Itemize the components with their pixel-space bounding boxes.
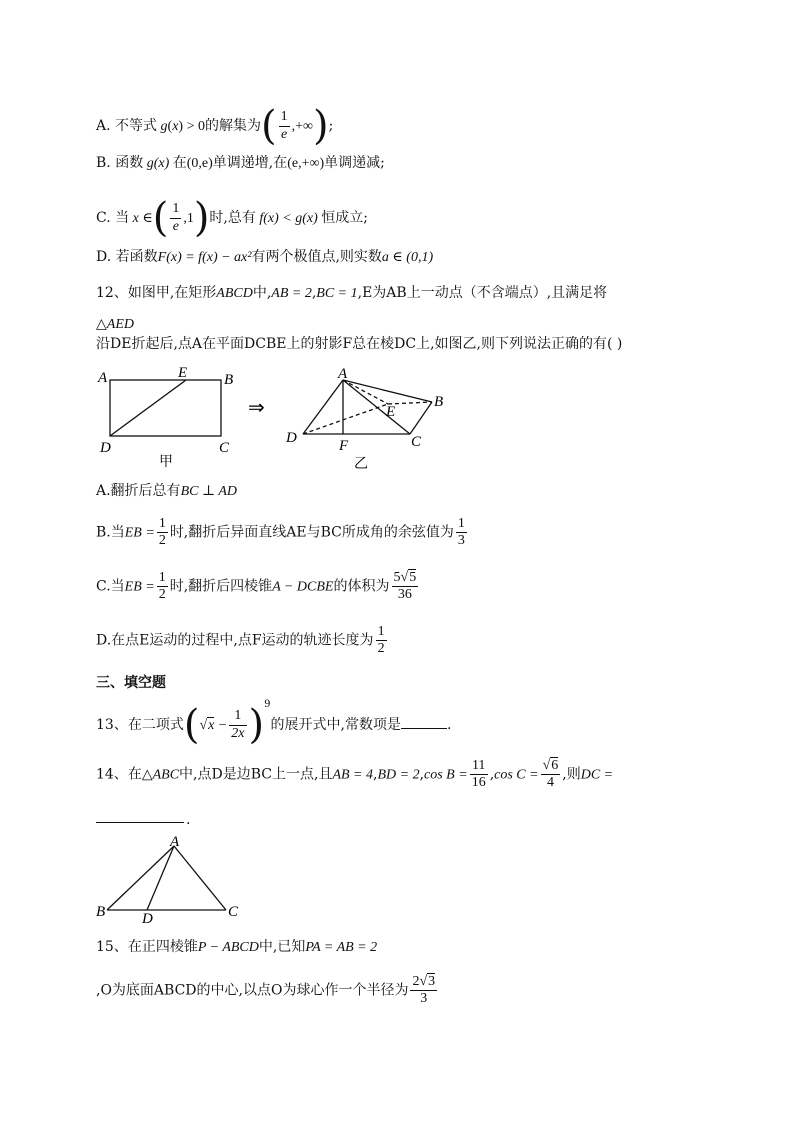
q13-answer-blank: [401, 716, 447, 729]
option-a: A. 不等式 g(x) > 0的解集为( $\frac{1}{e}$ ,+∞);: [96, 103, 334, 149]
svg-text:D: D: [142, 911, 153, 924]
option-b: B. 函数 g(x) 在(0,e)单调递增,在(e,+∞)单调递减;: [96, 155, 385, 171]
fig1-caption: 甲: [159, 454, 173, 470]
q12-line3: 沿DE折起后,点A在平面DCBE上的射影F总在棱DC上,如图乙,则下列说法正确的有( ): [96, 336, 623, 352]
q15-line2: ,O为底面ABCD的中心,以点O为球心作一个半径为 $\frac{2√3}{3}$: [96, 974, 436, 1007]
fig1-label-b: B: [224, 372, 234, 388]
option-a-frac: $\frac{1}{e}$: [280, 109, 288, 142]
option-a-mid: 的解集为: [204, 118, 261, 134]
q12-triangle: △AED: [96, 317, 134, 332]
svg-text:A: A: [170, 834, 180, 850]
q15-line1: 15、在正四棱锥P − ABCD中,已知PA = AB = 2: [96, 939, 378, 955]
fig2-label-b: B: [434, 394, 444, 410]
fig1-label-a: A: [98, 370, 108, 386]
q14: 14、在△ABC中,点D是边BC上一点,且AB = 4,BD = 2,cos B = $\frac{11}{16}$ ,cos C = $\frac{√6}{4}$ ,则DC =: [96, 758, 614, 791]
q14-triangle-figure: [92, 834, 252, 924]
fig2-label-d: D: [286, 430, 297, 446]
option-a-label: A. 不等式: [96, 118, 158, 134]
fig2-label-f: F: [339, 438, 349, 454]
fig2-label-a: A: [338, 366, 348, 382]
q12-line1: 12、如图甲,在矩形ABCD中,AB = 2,BC = 1,E为AB上一动点（不含端点）,且满足将: [96, 285, 608, 301]
q13: 13、在二项式(√x − $\frac{1}{2x}$ )$^9$的展开式中,常数项是 .: [96, 699, 452, 748]
q12-option-d: D.在点E运动的过程中,点F运动的轨迹长度为 $\frac{1}{2}$: [96, 624, 385, 657]
fig2-pyramid: [303, 380, 432, 434]
fig2-label-e: E: [386, 404, 396, 420]
option-d: D. 若函数F(x) = f(x) − ax²有两个极值点,则实数a ∈ (0,1): [96, 249, 434, 265]
fig1-segment-de: [110, 380, 186, 436]
q14-answer-blank: [96, 822, 184, 823]
option-c: C. 当 x ∈( $\frac{1}{e}$ ,1)时,总有 f(x) < g(x) 恒成立;: [96, 195, 369, 241]
fig1-rectangle: [110, 380, 221, 436]
q12-option-c: C.当EB = $\frac{1}{2}$ 时,翻折后四棱锥A − DCBE的体积为 $\frac{5√5}{36}$: [96, 570, 417, 603]
q12-figures: [96, 364, 456, 474]
fig1-label-c: C: [219, 440, 230, 456]
q12-option-a: A.翻折后总有BC ⊥ AD: [96, 483, 238, 499]
option-a-expr: g(x) > 0: [157, 119, 205, 134]
fold-arrow: ⇒: [248, 397, 265, 419]
q12-option-b: B.当EB = $\frac{1}{2}$ 时,翻折后异面直线AE与BC所成角的余弦值为 $\frac{1}{3}$: [96, 516, 465, 549]
fig1-label-d: D: [100, 440, 111, 456]
fig1-label-e: E: [178, 365, 188, 381]
svg-text:B: B: [96, 904, 106, 920]
svg-text:C: C: [228, 904, 239, 920]
fig2-caption: 乙: [354, 456, 368, 472]
section-title: 三、填空题: [96, 675, 166, 691]
fig2-label-c: C: [411, 434, 422, 450]
